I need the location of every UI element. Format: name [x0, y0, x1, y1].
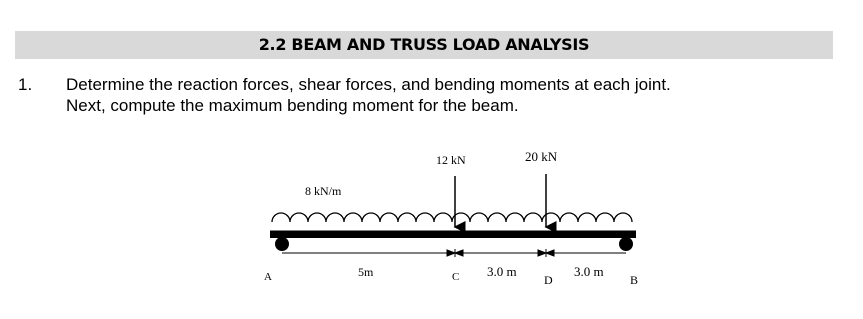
- point-load-d-label: 20 kN: [525, 149, 558, 164]
- dimension-ac-label: 5m: [358, 265, 374, 279]
- problem-number: 1.: [18, 75, 33, 94]
- problem-line-2: Next, compute the maximum bending moment for the beam.: [66, 96, 519, 115]
- dimension-db-label: 3.0 m: [574, 264, 604, 279]
- point-d-label: D: [544, 273, 553, 287]
- point-c-label: C: [452, 271, 460, 283]
- problem-line-1: Determine the reaction forces, shear forces, and bending moments at each joint.: [66, 75, 671, 94]
- support-a-roller: [275, 237, 289, 251]
- section-title: 2.2 BEAM AND TRUSS LOAD ANALYSIS: [258, 35, 590, 54]
- distributed-load-label: 8 kN/m: [305, 184, 342, 198]
- point-a-label: A: [264, 271, 272, 283]
- point-b-label: B: [630, 273, 639, 287]
- dimension-line: [282, 249, 626, 257]
- distributed-load-loops: [272, 213, 632, 222]
- dimension-cd-label: 3.0 m: [487, 264, 517, 279]
- support-b-roller: [619, 237, 633, 251]
- point-load-c-label: 12 kN: [436, 153, 466, 167]
- beam: [270, 231, 636, 238]
